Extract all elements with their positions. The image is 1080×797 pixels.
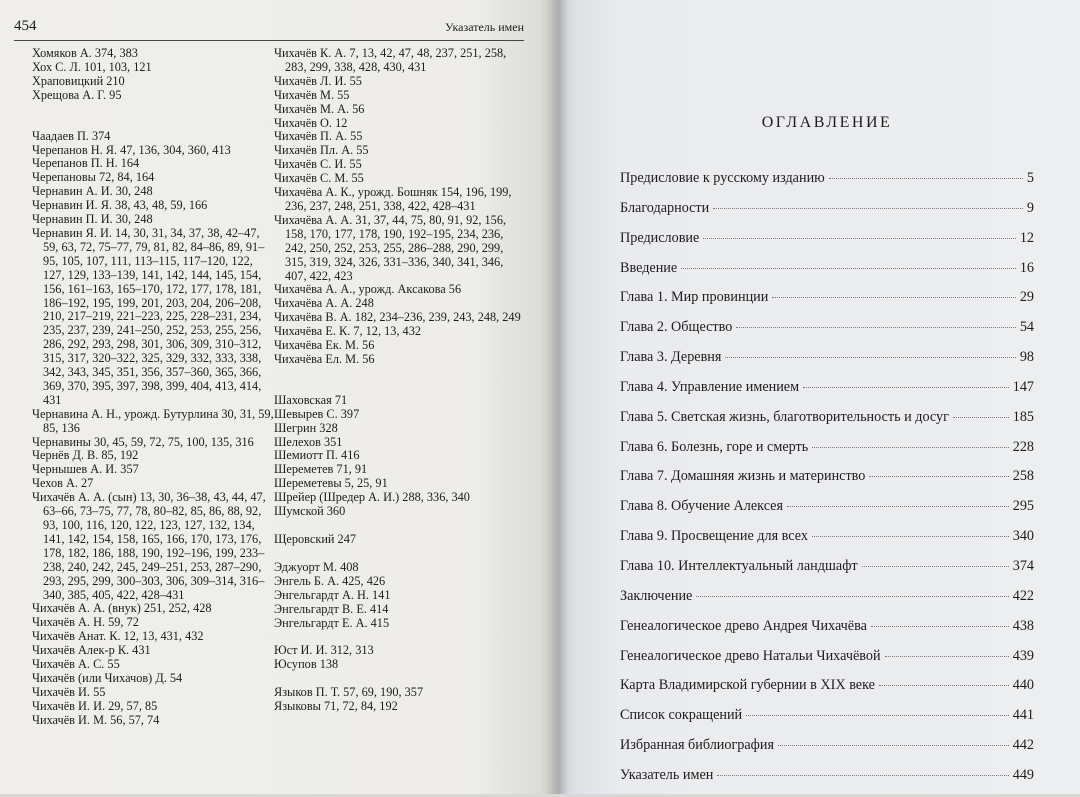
index-entry: Языковы 71, 72, 84, 192	[274, 699, 398, 714]
index-column-right	[274, 47, 526, 714]
index-entry: Черепанов Н. Я. 47, 136, 304, 360, 413	[32, 142, 231, 157]
toc-row	[620, 260, 1034, 290]
toc-leader-dots	[736, 327, 1016, 328]
toc-title: Предисловие	[620, 229, 700, 246]
index-entry: Чихачёв Алек-р К. 431	[32, 643, 151, 658]
toc-leader-dots	[713, 208, 1023, 209]
toc-page-number: 16	[1019, 259, 1034, 276]
index-entry: Чихачёв А. А. (сын) 13, 30, 36–38, 43, 44, 47, 63–66, 73–75, 77, 78, 80–82, 85, 86, 88, 92, 93, 100, 116, 120, 122, 123, 127, 132, 134, 141, 142, 154, 158, 165, 166, 170, 173, 176, 178, 182, 186, 188, 190, 192–196, 199, 233–238, 240, 242, 245, 249–251, 253, 287–290, 293, 295, 299, 300–303, 306, 309–314, 316–340, 385, 405, 422, 428–431	[32, 490, 266, 602]
toc-row	[620, 468, 1034, 498]
toc-leader-dots	[787, 506, 1009, 507]
toc-page-number: 98	[1019, 349, 1034, 366]
toc-page-number: 442	[1012, 737, 1034, 754]
index-entry: Чихачёв А. А. (внук) 251, 252, 428	[32, 601, 212, 616]
index-column-left	[32, 47, 274, 728]
toc-title: Глава 5. Светская жизнь, благотворительность и досуг	[620, 408, 949, 425]
index-entry: Чернавин А. И. 30, 248	[32, 184, 153, 199]
toc-title: Глава 2. Общество	[620, 319, 733, 336]
index-entry: Чихачёв М. 55	[274, 87, 350, 102]
toc-row	[620, 677, 1034, 707]
index-entry: Чихачёв Анат. К. 12, 13, 431, 432	[32, 629, 204, 644]
index-entry: Черепанов П. Н. 164	[32, 156, 140, 171]
toc-title: Список сокращений	[620, 707, 743, 724]
toc-page-number: 295	[1012, 498, 1034, 515]
toc-page-number: 449	[1012, 766, 1034, 783]
index-entry: Чернышев А. И. 357	[32, 462, 139, 477]
toc-leader-dots	[772, 297, 1015, 298]
toc-title: Карта Владимирской губернии в XIX веке	[620, 677, 875, 694]
index-entry: Чихачёва А. А., урожд. Аксакова 56	[274, 282, 462, 297]
toc-leader-dots	[812, 447, 1009, 448]
index-entry: Чихачёв Л. И. 55	[274, 73, 362, 88]
toc-row	[620, 767, 1034, 797]
book-spine-shadow	[546, 0, 568, 794]
index-entry: Чернавин П. И. 30, 248	[32, 212, 153, 227]
index-entry: Хомяков А. 374, 383	[32, 46, 138, 60]
index-entry: Чихачёв С. М. 55	[274, 171, 364, 186]
toc-leader-dots	[953, 417, 1009, 418]
index-entry: Чихачёв О. 12	[274, 115, 348, 130]
index-entry: Шумской 360	[274, 504, 346, 519]
toc-page-number: 438	[1012, 617, 1034, 634]
toc-title: Избранная библиография	[620, 737, 774, 754]
index-entry: Шемиотт П. 416	[274, 448, 360, 463]
toc-row	[620, 170, 1034, 200]
index-entry: Чихачёв И. 55	[32, 684, 106, 699]
toc-page-number: 185	[1012, 408, 1034, 425]
index-entry: Чернавины 30, 45, 59, 72, 75, 100, 135, 316	[32, 434, 254, 449]
toc-title: Глава 8. Обучение Алексея	[620, 498, 783, 515]
index-entry: Шрейер (Шредер А. И.) 288, 336, 340	[274, 490, 470, 505]
index-entry: Энгельгардт В. Е. 414	[274, 601, 389, 616]
toc-title: Введение	[620, 259, 678, 276]
toc-row	[620, 230, 1034, 260]
index-entry: Шереметевы 5, 25, 91	[274, 476, 388, 491]
toc-row	[620, 200, 1034, 230]
toc-leader-dots	[885, 656, 1009, 657]
index-entry: Чихачёв (или Чихачов) Д. 54	[32, 670, 183, 685]
index-entry: Хрещова А. Г. 95	[32, 87, 122, 102]
index-entry: Чернёв Д. В. 85, 192	[32, 448, 139, 463]
toc-leader-dots	[803, 387, 1009, 388]
table-of-contents	[620, 170, 1034, 797]
toc-page-number: 228	[1012, 438, 1034, 455]
toc-row	[620, 319, 1034, 349]
index-entry: Энгель Б. А. 425, 426	[274, 573, 386, 588]
index-entry: Чихачёва А. А. 31, 37, 44, 75, 80, 91, 92, 156, 158, 170, 177, 178, 190, 192–195, 234, 236, 242, 250, 252, 253, 255, 286–288, 290, 299, 315, 319, 324, 326, 331–336, 340, 341, 346, 407, 422, 423	[274, 212, 507, 283]
index-entry: Шаховская 71	[274, 392, 348, 407]
toc-page-number: 12	[1019, 229, 1034, 246]
toc-leader-dots	[829, 178, 1023, 179]
index-entry: Юсупов 138	[274, 657, 339, 672]
toc-row	[620, 707, 1034, 737]
index-entry: Языков П. Т. 57, 69, 190, 357	[274, 685, 424, 700]
index-entry: Чихачёв А. Н. 59, 72	[32, 615, 139, 630]
toc-heading: ОГЛАВЛЕНИЕ	[761, 114, 893, 131]
index-entry: Чихачёва А. А. 248	[274, 296, 374, 311]
index-entry: Чихачёв И. М. 56, 57, 74	[32, 712, 160, 727]
toc-leader-dots	[725, 357, 1015, 358]
toc-row	[620, 289, 1034, 319]
index-entry: Черепановы 72, 84, 164	[32, 170, 155, 185]
index-entry: Энгельгардт Е. А. 415	[274, 615, 390, 630]
index-entry: Чихачёв А. С. 55	[32, 657, 120, 672]
toc-page-number: 29	[1019, 289, 1034, 306]
toc-title: Глава 4. Управление имением	[620, 378, 800, 395]
index-entry: Чихачёва Ел. М. 56	[274, 351, 375, 366]
toc-page-number: 147	[1012, 378, 1034, 395]
index-entry: Чихачёв М. А. 56	[274, 101, 365, 116]
index-entry: Чехов А. 27	[32, 476, 94, 491]
toc-row	[620, 498, 1034, 528]
toc-leader-dots	[862, 566, 1009, 567]
toc-title: Генеалогическое древо Андрея Чихачёва	[620, 617, 867, 634]
index-entry: Щеровский 247	[274, 532, 357, 546]
toc-leader-dots	[869, 476, 1008, 477]
toc-leader-dots	[681, 268, 1016, 269]
toc-row	[620, 409, 1034, 439]
toc-title: Предисловие к русскому изданию	[620, 170, 825, 186]
toc-page-number: 258	[1012, 468, 1034, 485]
index-entry: Чихачёв Пл. А. 55	[274, 143, 369, 158]
toc-leader-dots	[703, 238, 1015, 239]
toc-row	[620, 349, 1034, 379]
toc-title: Заключение	[620, 587, 693, 604]
toc-page-number: 441	[1012, 707, 1034, 724]
toc-row	[620, 379, 1034, 409]
toc-page-number: 439	[1012, 647, 1034, 664]
index-entry: Юст И. И. 312, 313	[274, 643, 374, 658]
toc-title: Глава 10. Интеллектуальный ландшафт	[620, 557, 858, 574]
index-entry: Чихачёв К. А. 7, 13, 42, 47, 48, 237, 251, 258, 283, 299, 338, 428, 430, 431	[274, 46, 507, 74]
toc-page-number: 9	[1026, 199, 1034, 216]
index-entry: Храповицкий 210	[32, 73, 125, 88]
index-entry: Шереметев 71, 91	[274, 462, 368, 477]
toc-leader-dots	[696, 596, 1008, 597]
index-entry: Шегрин 328	[274, 420, 338, 435]
index-entry: Эджуорт М. 408	[274, 559, 359, 574]
toc-title: Указатель имен	[620, 766, 714, 783]
index-entry: Чихачёв П. А. 55	[274, 129, 363, 144]
toc-title: Глава 7. Домашняя жизнь и материнство	[620, 468, 866, 485]
toc-row	[620, 558, 1034, 588]
toc-row	[620, 439, 1034, 469]
index-entry: Чернавин Я. И. 14, 30, 31, 34, 37, 38, 42–47, 59, 63, 72, 75–77, 79, 81, 82, 84–86, 89, 91–95, 105, 107, 111, 113–115, 117–120, 122, 127, 129, 133–139, 141, 142, 144, 145, 154, 156, 161–163, 165–170, 172, 177, 178, 181, 186–192, 195, 199, 201, 203, 204, 206–208, 210, 217–219, 221–223, 225, 228–231, 234, 235, 237, 239, 241–250, 252, 253, 255, 256, 286, 292, 293, 298, 301, 306, 309, 310–312, 315, 317, 320–322, 325, 329, 332, 333, 338, 342, 343, 345, 351, 356, 357–360, 365, 366, 369, 370, 395, 397, 398, 399, 404, 413, 414, 431	[32, 225, 265, 407]
index-entry: Шелехов 351	[274, 434, 343, 449]
index-entry: Чихачёв И. И. 29, 57, 85	[32, 698, 158, 713]
toc-page-number: 422	[1012, 587, 1034, 604]
toc-row	[620, 618, 1034, 648]
toc-leader-dots	[746, 715, 1009, 716]
index-entry: Шевырев С. 397	[274, 406, 360, 421]
index-entry: Чаадаев П. 374	[32, 128, 111, 143]
toc-title: Глава 1. Мир провинции	[620, 289, 769, 306]
toc-title: Глава 3. Деревня	[620, 349, 722, 366]
index-entry: Чихачёва Ек. М. 56	[274, 338, 375, 353]
toc-row	[620, 737, 1034, 767]
toc-title: Благодарности	[620, 199, 710, 216]
toc-page-number: 5	[1026, 170, 1034, 186]
index-entry: Чернавина А. Н., урожд. Бутурлина 30, 31, 59, 85, 136	[32, 406, 274, 435]
index-entry: Энгельгардт А. Н. 141	[274, 587, 391, 602]
index-entry: Чихачёва А. К., урожд. Бошняк 154, 196, 199, 236, 237, 248, 251, 338, 422, 428–431	[274, 185, 512, 213]
toc-title: Глава 9. Просвещение для всех	[620, 528, 808, 545]
index-entry: Чихачёв С. И. 55	[274, 157, 362, 172]
toc-leader-dots	[717, 775, 1008, 776]
running-head	[14, 14, 524, 41]
toc-leader-dots	[812, 536, 1009, 537]
toc-page-number: 374	[1012, 557, 1034, 574]
toc-row	[620, 588, 1034, 618]
index-entry: Чернавин И. Я. 38, 43, 48, 59, 166	[32, 198, 208, 213]
index-entry: Чихачёва Е. К. 7, 12, 13, 432	[274, 324, 421, 339]
page-number: 454	[14, 18, 37, 34]
toc-page-number: 440	[1012, 677, 1034, 694]
toc-leader-dots	[879, 685, 1009, 686]
toc-row	[620, 648, 1034, 678]
toc-title: Глава 6. Болезнь, горе и смерть	[620, 438, 809, 455]
toc-row	[620, 528, 1034, 558]
toc-leader-dots	[871, 626, 1009, 627]
index-entry: Хох С. Л. 101, 103, 121	[32, 59, 152, 74]
toc-leader-dots	[778, 745, 1009, 746]
toc-page-number: 340	[1012, 528, 1034, 545]
toc-title: Генеалогическое древо Натальи Чихачёвой	[620, 647, 881, 664]
running-title: Указатель имен	[445, 20, 524, 34]
index-entry: Чихачёва В. А. 182, 234–236, 239, 243, 248, 249	[274, 310, 521, 325]
toc-page-number: 54	[1019, 319, 1034, 336]
